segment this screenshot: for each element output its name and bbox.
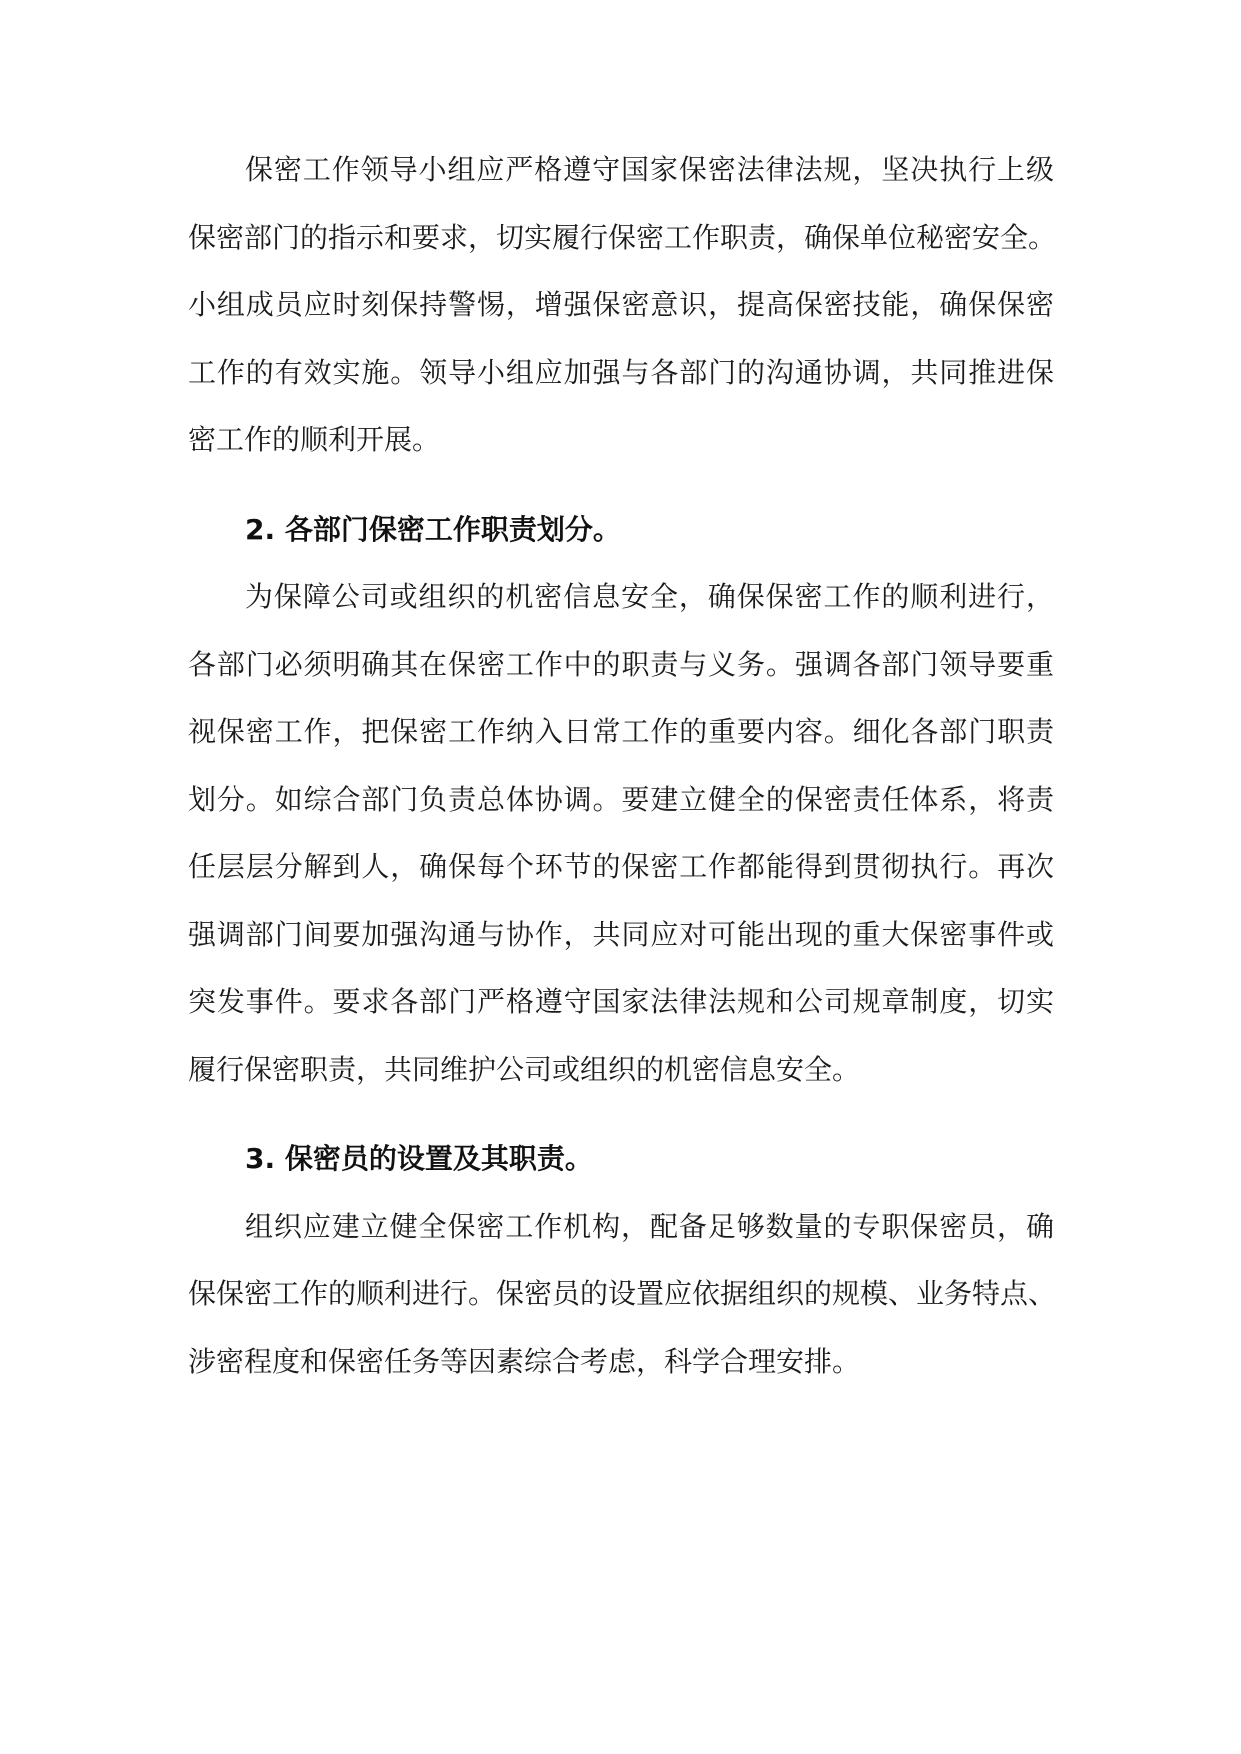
section-spacer bbox=[188, 474, 1054, 496]
text-line: 密工作的顺利开展。 bbox=[188, 423, 441, 456]
section-2 bbox=[188, 496, 1054, 1104]
section-3 bbox=[188, 1125, 1057, 1395]
text-line: 各部门必须明确其在保密工作中的职责与义务。强调各部门领导要重 bbox=[188, 647, 1054, 681]
section-heading: 2. 各部门保密工作职责划分。 bbox=[245, 512, 621, 546]
paragraph-1 bbox=[188, 136, 1057, 474]
text-line: 履行保密职责，共同维护公司或组织的机密信息安全。 bbox=[188, 1052, 861, 1086]
text-line: 为保障公司或组织的机密信息安全，确保保密工作的顺利进行， bbox=[245, 580, 1054, 613]
text-line: 组织应建立健全保密工作机构，配备足够数量的专职保密员，确 bbox=[245, 1209, 1054, 1243]
section-spacer bbox=[188, 1103, 1054, 1125]
text-line: 保保密工作的顺利进行。保密员的设置应依据组织的规模、业务特点、 bbox=[188, 1277, 1057, 1310]
text-line: 视保密工作，把保密工作纳入日常工作的重要内容。细化各部门职责 bbox=[188, 715, 1054, 748]
text-line: 工作的有效实施。领导小组应加强与各部门的沟通协调，共同推进保 bbox=[188, 355, 1054, 389]
text-line: 涉密程度和保密任务等因素综合考虑，科学合理安排。 bbox=[188, 1344, 861, 1378]
text-line: 小组成员应时刻保持警惕，增强保密意识，提高保密技能，确保保密 bbox=[188, 288, 1054, 321]
document-body bbox=[188, 136, 1057, 1395]
text-line: 突发事件。要求各部门严格遵守国家法律法规和公司规章制度，切实 bbox=[188, 985, 1054, 1018]
text-line: 任层层分解到人，确保每个环节的保密工作都能得到贯彻执行。再次 bbox=[188, 850, 1054, 883]
section-heading: 3. 保密员的设置及其职责。 bbox=[245, 1142, 593, 1175]
text-line: 划分。如综合部门负责总体协调。要建立健全的保密责任体系，将责 bbox=[188, 782, 1054, 816]
text-line: 保密部门的指示和要求，切实履行保密工作职责，确保单位秘密安全。 bbox=[188, 220, 1057, 254]
text-line: 保密工作领导小组应严格遵守国家保密法律法规，坚决执行上级 bbox=[245, 153, 1054, 186]
text-line: 强调部门间要加强沟通与协作，共同应对可能出现的重大保密事件或 bbox=[188, 917, 1054, 951]
